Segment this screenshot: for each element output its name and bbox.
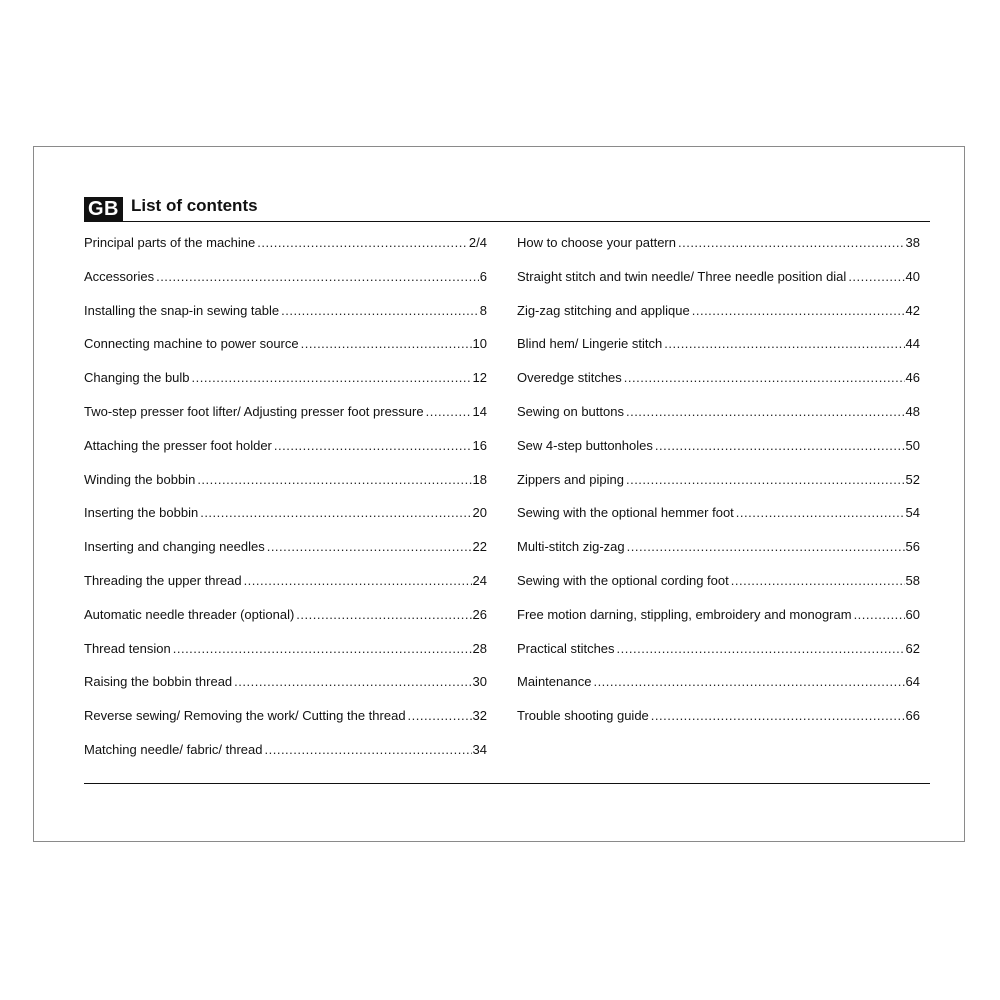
dot-leader xyxy=(156,269,479,285)
toc-entry[interactable] xyxy=(517,472,920,506)
dot-leader xyxy=(655,438,905,454)
toc-entry-page: 66 xyxy=(905,708,920,724)
dot-leader xyxy=(664,336,904,352)
toc-entry[interactable] xyxy=(84,404,487,438)
toc-entry-page: 60 xyxy=(905,606,920,622)
toc-entry[interactable] xyxy=(84,674,487,708)
toc-entry-label: Free motion darning, stippling, embroidery and monogram xyxy=(517,606,852,622)
toc-entry-page: 12 xyxy=(472,370,487,386)
toc-entry-page: 64 xyxy=(905,674,920,690)
dot-leader xyxy=(265,742,472,758)
toc-entry-label: Winding the bobbin xyxy=(84,471,196,487)
toc-entry[interactable] xyxy=(517,438,920,472)
dot-leader xyxy=(197,472,471,488)
dot-leader xyxy=(731,573,905,589)
toc-entry-label: Straight stitch and twin needle/ Three needle position dial xyxy=(517,268,847,284)
toc-entry-label: Connecting machine to power source xyxy=(84,336,299,352)
toc-entry[interactable] xyxy=(84,438,487,472)
toc-entry-label: Sewing on buttons xyxy=(517,403,624,419)
toc-right-column xyxy=(517,235,920,742)
dot-leader xyxy=(627,539,905,555)
toc-entry[interactable] xyxy=(84,742,487,776)
dot-leader xyxy=(736,505,905,521)
toc-entry-label: Raising the bobbin thread xyxy=(84,674,233,690)
toc-entry-label: Blind hem/ Lingerie stitch xyxy=(517,336,663,352)
toc-entry-page: 48 xyxy=(905,403,920,419)
toc-entry[interactable] xyxy=(517,505,920,539)
toc-entry[interactable] xyxy=(84,303,487,337)
toc-entry[interactable] xyxy=(84,641,487,675)
toc-entry[interactable] xyxy=(517,370,920,404)
dot-leader xyxy=(408,708,472,724)
dot-leader xyxy=(848,269,904,285)
toc-entry[interactable] xyxy=(517,336,920,370)
language-badge: GB xyxy=(84,197,123,221)
toc-entry-page: 30 xyxy=(472,674,487,690)
toc-entry-label: Accessories xyxy=(84,268,155,284)
toc-entry-page: 44 xyxy=(905,336,920,352)
dot-leader xyxy=(678,235,905,251)
toc-entry[interactable] xyxy=(84,336,487,370)
toc-entry-page: 56 xyxy=(905,539,920,555)
toc-entry[interactable] xyxy=(84,539,487,573)
toc-entry-label: Sewing with the optional hemmer foot xyxy=(517,505,734,521)
toc-entry-label: Attaching the presser foot holder xyxy=(84,437,272,453)
toc-entry-page: 32 xyxy=(472,708,487,724)
toc-entry-label: Inserting the bobbin xyxy=(84,505,199,521)
toc-entry-label: Sewing with the optional cording foot xyxy=(517,572,729,588)
toc-entry-label: Principal parts of the machine xyxy=(84,235,256,250)
manual-page xyxy=(33,146,965,842)
toc-entry-label: How to choose your pattern xyxy=(517,235,676,250)
toc-entry-label: Reverse sewing/ Removing the work/ Cutting the thread xyxy=(84,708,406,724)
toc-entry-page: 50 xyxy=(905,437,920,453)
dot-leader xyxy=(854,607,905,623)
toc-entry-page: 42 xyxy=(905,302,920,318)
toc-entry-page: 20 xyxy=(472,505,487,521)
toc-entry-label: Automatic needle threader (optional) xyxy=(84,606,295,622)
toc-entry[interactable] xyxy=(84,573,487,607)
toc-entry-label: Two-step presser foot lifter/ Adjusting presser foot pressure xyxy=(84,403,424,419)
toc-entry-page: 6 xyxy=(479,268,487,284)
dot-leader xyxy=(617,641,905,657)
toc-entry-label: Thread tension xyxy=(84,640,171,656)
toc-entry-page: 22 xyxy=(472,539,487,555)
toc-entry-page: 58 xyxy=(905,572,920,588)
toc-entry-label: Threading the upper thread xyxy=(84,572,242,588)
toc-entry-label: Installing the snap-in sewing table xyxy=(84,302,280,318)
page-title: List of contents xyxy=(131,196,258,215)
toc-entry-label: Multi-stitch zig-zag xyxy=(517,539,625,555)
toc-entry[interactable] xyxy=(517,674,920,708)
toc-entry-label: Changing the bulb xyxy=(84,370,190,386)
toc-entry-label: Overedge stitches xyxy=(517,370,622,386)
toc-entry-page: 24 xyxy=(472,572,487,588)
toc-entry-page: 16 xyxy=(472,437,487,453)
toc-entry-page: 26 xyxy=(472,606,487,622)
dot-leader xyxy=(257,235,468,251)
toc-entry[interactable] xyxy=(517,235,920,269)
toc-entry[interactable] xyxy=(84,505,487,539)
toc-entry[interactable] xyxy=(84,235,487,269)
dot-leader xyxy=(651,708,905,724)
dot-leader xyxy=(274,438,472,454)
dot-leader xyxy=(234,674,471,690)
contents-header xyxy=(84,197,930,221)
dot-leader xyxy=(244,573,472,589)
toc-entry[interactable] xyxy=(84,472,487,506)
dot-leader xyxy=(200,505,471,521)
toc-entry-page: 28 xyxy=(472,640,487,656)
dot-leader xyxy=(624,370,905,386)
dot-leader xyxy=(173,641,472,657)
footer-divider xyxy=(84,783,930,784)
toc-entry-page: 14 xyxy=(472,403,487,419)
toc-entry[interactable] xyxy=(517,708,920,742)
toc-entry-label: Trouble shooting guide xyxy=(517,708,649,724)
toc-entry-page: 54 xyxy=(905,505,920,521)
toc-entry-page: 8 xyxy=(479,302,487,318)
dot-leader xyxy=(692,303,905,319)
dot-leader xyxy=(281,303,479,319)
dot-leader xyxy=(593,674,904,690)
toc-entry[interactable] xyxy=(517,404,920,438)
dot-leader xyxy=(301,336,472,352)
toc-entry[interactable] xyxy=(517,539,920,573)
toc-entry-label: Zig-zag stitching and applique xyxy=(517,302,690,318)
toc-entry-label: Practical stitches xyxy=(517,640,615,656)
toc-entry-label: Matching needle/ fabric/ thread xyxy=(84,741,263,757)
toc-entry[interactable] xyxy=(517,269,920,303)
toc-entry-page: 10 xyxy=(472,336,487,352)
toc-entry-page: 18 xyxy=(472,471,487,487)
toc-entry[interactable] xyxy=(84,708,487,742)
toc-entry[interactable] xyxy=(517,641,920,675)
dot-leader xyxy=(192,370,472,386)
toc-entry[interactable] xyxy=(517,607,920,641)
toc-entry-label: Maintenance xyxy=(517,674,592,690)
toc-entry-page: 2/4 xyxy=(468,235,487,250)
toc-entry-label: Sew 4-step buttonholes xyxy=(517,437,653,453)
toc-entry-label: Zippers and piping xyxy=(517,471,624,487)
toc-entry-page: 40 xyxy=(905,268,920,284)
dot-leader xyxy=(626,472,905,488)
toc-entry[interactable] xyxy=(84,370,487,404)
toc-entry[interactable] xyxy=(517,303,920,337)
toc-entry-page: 52 xyxy=(905,471,920,487)
dot-leader xyxy=(267,539,472,555)
dot-leader xyxy=(626,404,905,420)
toc-entry-page: 38 xyxy=(905,235,920,250)
toc-entry-label: Inserting and changing needles xyxy=(84,539,265,555)
toc-entry[interactable] xyxy=(84,607,487,641)
toc-entry-page: 62 xyxy=(905,640,920,656)
header-divider xyxy=(84,221,930,222)
toc-entry-page: 46 xyxy=(905,370,920,386)
toc-entry[interactable] xyxy=(517,573,920,607)
toc-left-column xyxy=(84,235,487,776)
dot-leader xyxy=(426,404,472,420)
toc-entry[interactable] xyxy=(84,269,487,303)
toc-entry-page: 34 xyxy=(472,741,487,757)
dot-leader xyxy=(296,607,471,623)
